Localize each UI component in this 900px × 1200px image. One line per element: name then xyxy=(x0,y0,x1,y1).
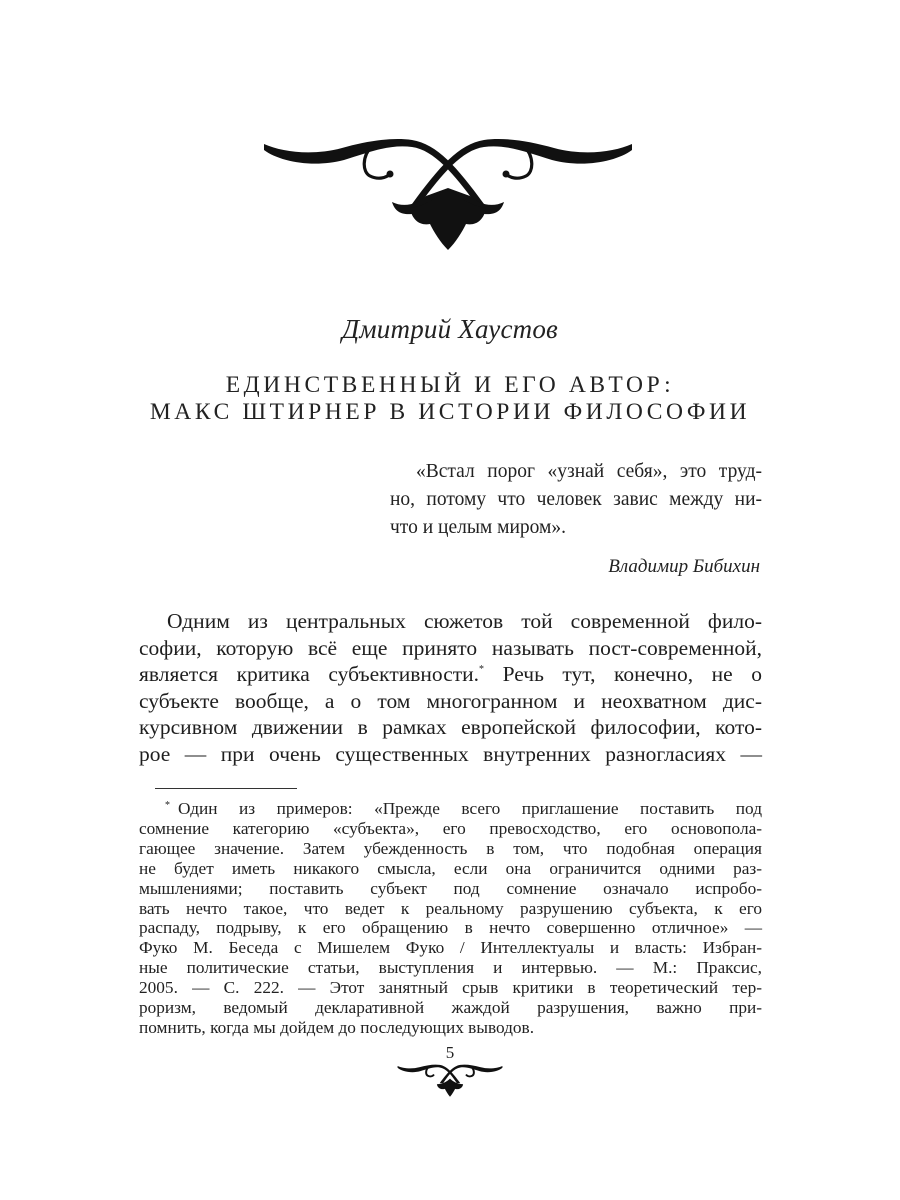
footnote-line: помнить, когда мы дойдем до последующих выводов. xyxy=(139,1017,535,1037)
body-line-text: является критика субъективности. xyxy=(139,662,480,687)
chapter-title xyxy=(0,372,900,426)
footnote-line: ные политические статьи, выступления и интервью. — М.: Праксис, xyxy=(139,958,762,978)
author-name: Дмитрий Хаустов xyxy=(342,314,558,344)
body-line: курсивном движении в рамках европейской философии, кото- xyxy=(139,715,762,740)
body-line: Одним из центральных сюжетов той современной фило- xyxy=(167,609,762,633)
footnote-line: гающее значение. Затем убежденность в том, что подобная операция xyxy=(139,838,762,858)
epigraph-line: «Встал порог «узнай себя», это труд- xyxy=(416,461,762,482)
footnote-divider xyxy=(155,788,297,789)
body-line: субъекте вообще, а о том многогранном и неохватном дис- xyxy=(139,688,762,713)
flourish-ornament-top-icon xyxy=(262,132,634,254)
footnote-line: роризм, ведомый декларативной жаждой разрушения, важно при- xyxy=(139,998,762,1018)
body-line: софии, которую всё еще принято называть пост-современной, xyxy=(139,635,762,660)
epigraph xyxy=(390,458,762,542)
flourish-ornament-bottom-icon xyxy=(397,1060,503,1100)
footnote-line: вать нечто такое, что ведет к реальному разрушению субъекта, к его xyxy=(139,898,762,918)
footnote-marker: * xyxy=(165,800,170,811)
chapter-title-line: ЕДИНСТВЕННЫЙ И ЕГО АВТОР: xyxy=(225,372,675,398)
body-line xyxy=(139,661,762,688)
footnote-line: 2005. — С. 222. — Этот занятный срыв критики в теоретический тер- xyxy=(139,978,762,998)
footnote-line xyxy=(139,796,762,819)
epigraph-line: но, потому что человек завис между ни- xyxy=(390,489,762,510)
footnote xyxy=(139,796,762,1038)
footnote-line-text: Один из примеров: «Прежде всего приглашение поставить под xyxy=(178,799,762,818)
page-number: 5 xyxy=(445,1043,455,1062)
body-line-text: Речь тут, конечно, не о xyxy=(484,662,762,687)
footnote-line: Фуко М. Беседа с Мишелем Фуко / Интеллектуалы и власть: Избран- xyxy=(139,938,762,958)
body-line: рое — при очень существенных внутренних разногласиях — xyxy=(139,741,762,766)
epigraph-line: что и целым миром». xyxy=(390,517,567,538)
chapter-title-line: МАКС ШТИРНЕР В ИСТОРИИ ФИЛОСОФИИ xyxy=(149,399,751,425)
footnote-reference[interactable]: * xyxy=(479,664,485,676)
footnote-line: распаду, подрыву, к его обращению в нечто совершенно отличное» — xyxy=(139,918,762,938)
epigraph-attribution: Владимир Бибихин xyxy=(608,556,760,577)
footnote-line: мышлениями; поставить субъект под сомнение означало испробо- xyxy=(139,878,762,898)
footnote-line: сомнение категорию «субъекта», его превосходство, его основопола- xyxy=(139,818,762,838)
footnote-line: не будет иметь никакого смысла, если она ограничится одними раз- xyxy=(139,858,762,878)
body-paragraph xyxy=(139,608,762,768)
